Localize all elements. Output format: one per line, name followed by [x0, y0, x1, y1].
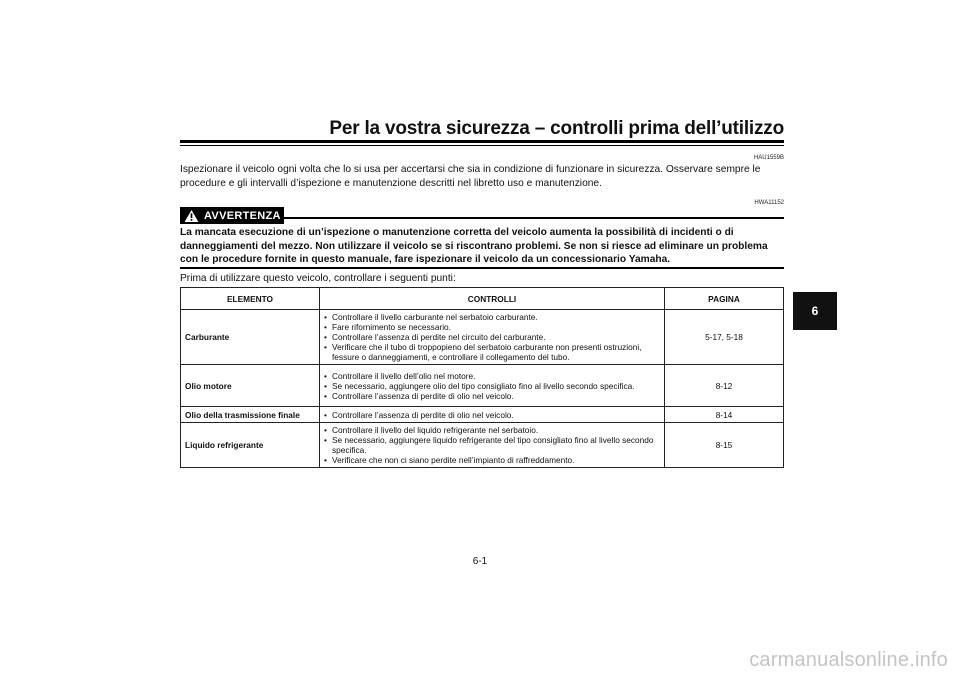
check-bullet: • Se necessario, aggiungere liquido refrigerante del tipo consigliato fino al livello secondo specifica. — [324, 435, 660, 455]
check-bullet: • Controllare l’assenza di perdite di olio nel veicolo. — [324, 410, 660, 420]
row-item: Liquido refrigerante — [181, 423, 320, 468]
page-title: Per la vostra sicurezza – controlli prima dell’utilizzo — [329, 118, 784, 139]
row-item: Olio della trasmissione finale — [181, 407, 320, 423]
warning-label: AVVERTENZA — [204, 209, 281, 222]
row-item: Olio motore — [181, 365, 320, 407]
check-bullet: • Controllare il livello carburante nel serbatoio carburante. — [324, 312, 660, 322]
row-pages: 8-12 — [665, 365, 784, 407]
table-row — [181, 365, 784, 407]
row-pages: 5-17, 5-18 — [665, 310, 784, 365]
warning-badge — [180, 207, 284, 224]
check-bullet: • Verificare che il tubo di troppopieno del serbatoio carburante non presenti ostruzioni, fessure o danneggiamenti, e controllare il collegamento del tubo. — [324, 342, 660, 362]
header-checks: CONTROLLI — [320, 288, 665, 310]
row-checks — [320, 407, 665, 423]
warning-code: HWA11152 — [754, 200, 784, 206]
row-checks — [320, 365, 665, 407]
check-bullet: • Verificare che non ci siano perdite nell’impianto di raffreddamento. — [324, 455, 660, 465]
check-bullet: • Controllare l’assenza di perdite di olio nel veicolo. — [324, 391, 660, 401]
intro-paragraph: Ispezionare il veicolo ogni volta che lo si usa per accertarsi che sia in condizione di funzionare in sicurezza. Osservare sempre le procedure e gli intervalli d’ispezione e manutenzione descritti nel libretto uso e manutenzione. — [180, 164, 761, 189]
title-rule-thick — [180, 140, 784, 143]
title-rule-thin — [180, 145, 784, 146]
warning-bottom-rule — [180, 267, 784, 269]
header-pages: PAGINA — [665, 288, 784, 310]
check-bullet: • Fare rifornimento se necessario. — [324, 322, 660, 332]
section-code: HAU1559B — [753, 155, 784, 161]
row-item: Carburante — [181, 310, 320, 365]
checklist-intro: Prima di utilizzare questo veicolo, controllare i seguenti punti: — [180, 273, 456, 284]
page-number: 6-1 — [472, 556, 488, 567]
row-pages: 8-15 — [665, 423, 784, 468]
check-bullet: • Controllare l’assenza di perdite nel circuito del carburante. — [324, 332, 660, 342]
header-item: ELEMENTO — [181, 288, 320, 310]
table-row — [181, 407, 784, 423]
watermark: carmanualsonline.info — [749, 649, 948, 671]
chapter-tab: 6 — [793, 292, 837, 330]
warning-triangle-icon — [184, 209, 199, 223]
table-row — [181, 423, 784, 468]
check-bullet: • Controllare il livello del liquido refrigerante nel serbatoio. — [324, 425, 660, 435]
check-bullet: • Se necessario, aggiungere olio del tipo consigliato fino al livello secondo specifica. — [324, 381, 660, 391]
row-checks — [320, 310, 665, 365]
table-row — [181, 310, 784, 365]
warning-text: La mancata esecuzione di un’ispezione o manutenzione corretta del veicolo aumenta la possibilità di incidenti o di danneggiamenti del mezzo. Non utilizzare il veicolo se si riscontrano problemi. Se non si riesce ad eliminare un problema con le procedure fornite in questo manuale, fare ispezionare il veicolo da un concessionario Yamaha. — [180, 227, 768, 265]
check-bullet: • Controllare il livello dell’olio nel motore. — [324, 371, 660, 381]
row-pages: 8-14 — [665, 407, 784, 423]
row-checks — [320, 423, 665, 468]
table-header-row — [181, 288, 784, 310]
pre-ride-checks-table — [180, 287, 784, 468]
